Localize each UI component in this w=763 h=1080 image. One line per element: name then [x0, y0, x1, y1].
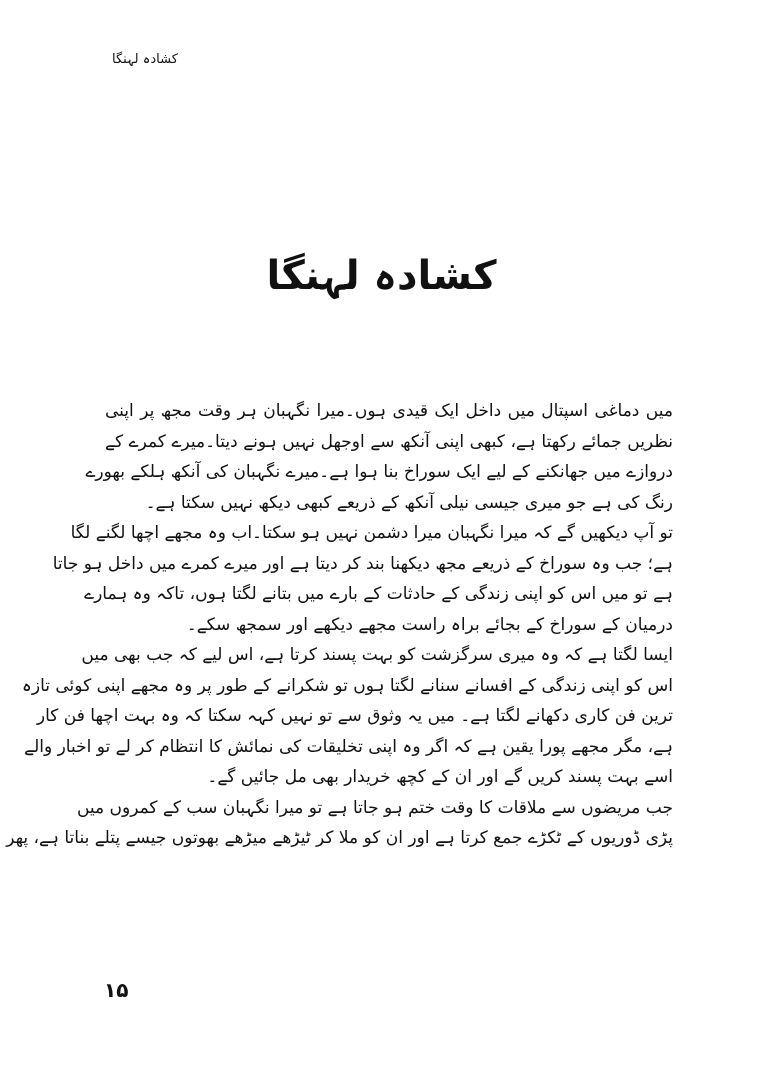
text-line: ترین فن کاری دکھانے لگتا ہے۔ میں یہ وثوق سے تو نہیں کہہ سکتا کہ وہ بہت اچھا فن کار: [36, 706, 673, 726]
text-line: ہے؛ جب وہ سوراخ کے ذریعے مجھ دیکھنا بند کر دیتا ہے اور میرے کمرے میں داخل ہو جاتا: [52, 553, 673, 574]
text-line: ہے، مگر مجھے پورا یقین ہے کہ اگر وہ اپنی تخلیقات کی نمائش کا انتظام کر لے تو اخبار والے: [24, 736, 673, 757]
text-line: جب مریضوں سے ملاقات کا وقت ختم ہو جاتا ہے تو میرا نگہبان سب کے کمروں میں: [76, 797, 673, 818]
text-line: رنگ کی ہے جو میری جیسی نیلی آنکھ کے ذریعے کبھی دیکھ نہیں سکتا ہے۔: [145, 492, 673, 513]
text-line: ایسا لگتا ہے کہ وہ میری سرگزشت کو بہت پسند کرتا ہے، اس لیے کہ جب بھی میں: [81, 645, 673, 665]
text-line: میں دماغی اسپتال میں داخل ایک قیدی ہوں۔میرا نگہبان ہر وقت مجھ پر اپنی: [105, 401, 673, 421]
chapter-title: کشادہ لہنگا: [266, 253, 497, 299]
text-line: اسے بہت پسند کریں گے اور ان کے کچھ خریدار بھی مل جائیں گے۔: [207, 767, 673, 787]
text-line: تو آپ دیکھیں گے کہ میرا نگہبان میرا دشمن نہیں ہو سکتا۔اب وہ مجھے اچھا لگنے لگا: [70, 523, 673, 543]
text-line: دروازے میں جھانکنے کے لیے ایک سوراخ بنا ہوا ہے۔میرے نگہبان کی آنکھ ہلکے بھورے: [85, 462, 673, 482]
text-line: نظریں جمائے رکھتا ہے، کبھی اپنی آنکھ سے اوجھل نہیں ہونے دیتا۔میرے کمرے کے: [105, 431, 673, 452]
text-line: پڑی ڈوریوں کے ٹکڑے جمع کرتا ہے اور ان کو ملا کر ٹیڑھے میڑھے بھوتوں جیسے پتلے بناتا ہے، پھر: [6, 828, 673, 848]
running-header: کشادہ لہنگا: [112, 52, 178, 67]
text-line: درمیان کے سوراخ کے بجائے براہ راست مجھے دیکھے اور سمجھ سکے۔: [186, 614, 673, 635]
page-number: ۱۵: [104, 978, 129, 1002]
body-text: [6, 396, 673, 854]
text-line: اس کو اپنی زندگی کے افسانے سنانے لگتا ہوں تو شکرانے کے طور پر وہ مجھے اپنی کوئی تازہ: [21, 675, 673, 696]
text-line: ہے تو میں اس کو اپنی زندگی کے حادثات کے بارے میں بتانے لگتا ہوں، تاکہ وہ ہمارے: [84, 584, 673, 604]
